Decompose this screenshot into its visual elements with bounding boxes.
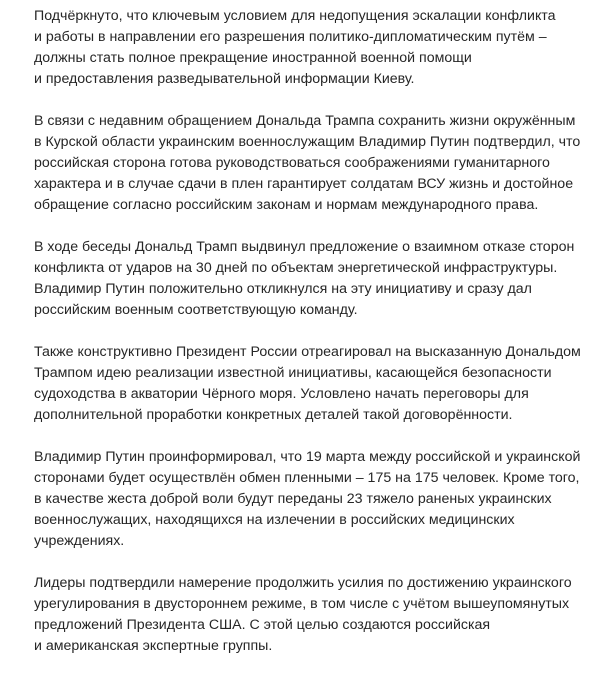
paragraph-line: и американская экспертные группы. — [34, 638, 273, 654]
paragraph-line: урегулирования в двустороннем режиме, в том числе с учётом вышеупомянутых — [34, 596, 570, 612]
paragraph-line: Подчёркнуто, что ключевым условием для недопущения эскалации конфликта — [34, 8, 556, 24]
paragraph-expert-groups — [34, 573, 573, 657]
paragraph-line: предложений Президента США. С этой целью создаются российская — [34, 617, 491, 633]
paragraph-line: В ходе беседы Дональд Трамп выдвинул предложение о взаимном отказе сторон — [34, 239, 575, 255]
paragraph-line: Трампом идею реализации известной инициативы, касающейся безопасности — [34, 365, 552, 381]
paragraph-line: должны стать полное прекращение иностранной военной помощи — [34, 50, 472, 66]
paragraph-line: обращение согласно российским законам и нормам международного права. — [34, 197, 539, 213]
paragraph-military-aid — [34, 6, 573, 90]
paragraph-line: в качестве жеста доброй воли будут переданы 23 тяжело раненых украинских — [34, 491, 552, 507]
paragraph-line: российская сторона готова руководствоваться соображениями гуманитарного — [34, 155, 550, 171]
paragraph-line: В связи с недавним обращением Дональда Трампа сохранить жизни окружённым — [34, 113, 576, 129]
paragraph-line: военнослужащих, находящихся на излечении в российских медицинских — [34, 512, 515, 528]
paragraph-line: учреждениях. — [34, 533, 125, 549]
paragraph-line: характера и в случае сдачи в плен гарантирует солдатам ВСУ жизнь и достойное — [34, 176, 574, 192]
paragraph-line: и работы в направлении его разрешения политико-дипломатическим путём – — [34, 29, 547, 45]
paragraph-black-sea — [34, 342, 581, 426]
paragraph-line: Также конструктивно Президент России отреагировал на высказанную Дональдом — [34, 344, 581, 360]
paragraph-line: российским военным соответствующую команду. — [34, 302, 358, 318]
paragraph-line: конфликта от ударов на 30 дней по объектам энергетической инфраструктуры. — [34, 260, 558, 276]
paragraph-line: судоходства в акватории Чёрного моря. Условлено начать переговоры для — [34, 386, 529, 402]
paragraph-energy-strikes — [34, 237, 573, 321]
paragraph-line: Владимир Путин положительно откликнулся на эту инициативу и сразу дал — [34, 281, 532, 297]
paragraph-prisoner-exchange — [34, 447, 581, 552]
paragraph-line: Владимир Путин проинформировал, что 19 марта между российской и украинской — [34, 449, 581, 465]
paragraph-line: Лидеры подтвердили намерение продолжить усилия по достижению украинского — [34, 575, 572, 591]
paragraph-line: и предоставления разведывательной информации Киеву. — [34, 71, 415, 87]
paragraph-kursk-soldiers — [34, 111, 581, 216]
paragraph-line: дополнительной проработки конкретных деталей такой договорённости. — [34, 407, 513, 423]
paragraph-line: в Курской области украинским военнослужащим Владимир Путин подтвердил, что — [34, 134, 581, 150]
paragraph-line: сторонами будет осуществлён обмен пленными – 175 на 175 человек. Кроме того, — [34, 470, 580, 486]
